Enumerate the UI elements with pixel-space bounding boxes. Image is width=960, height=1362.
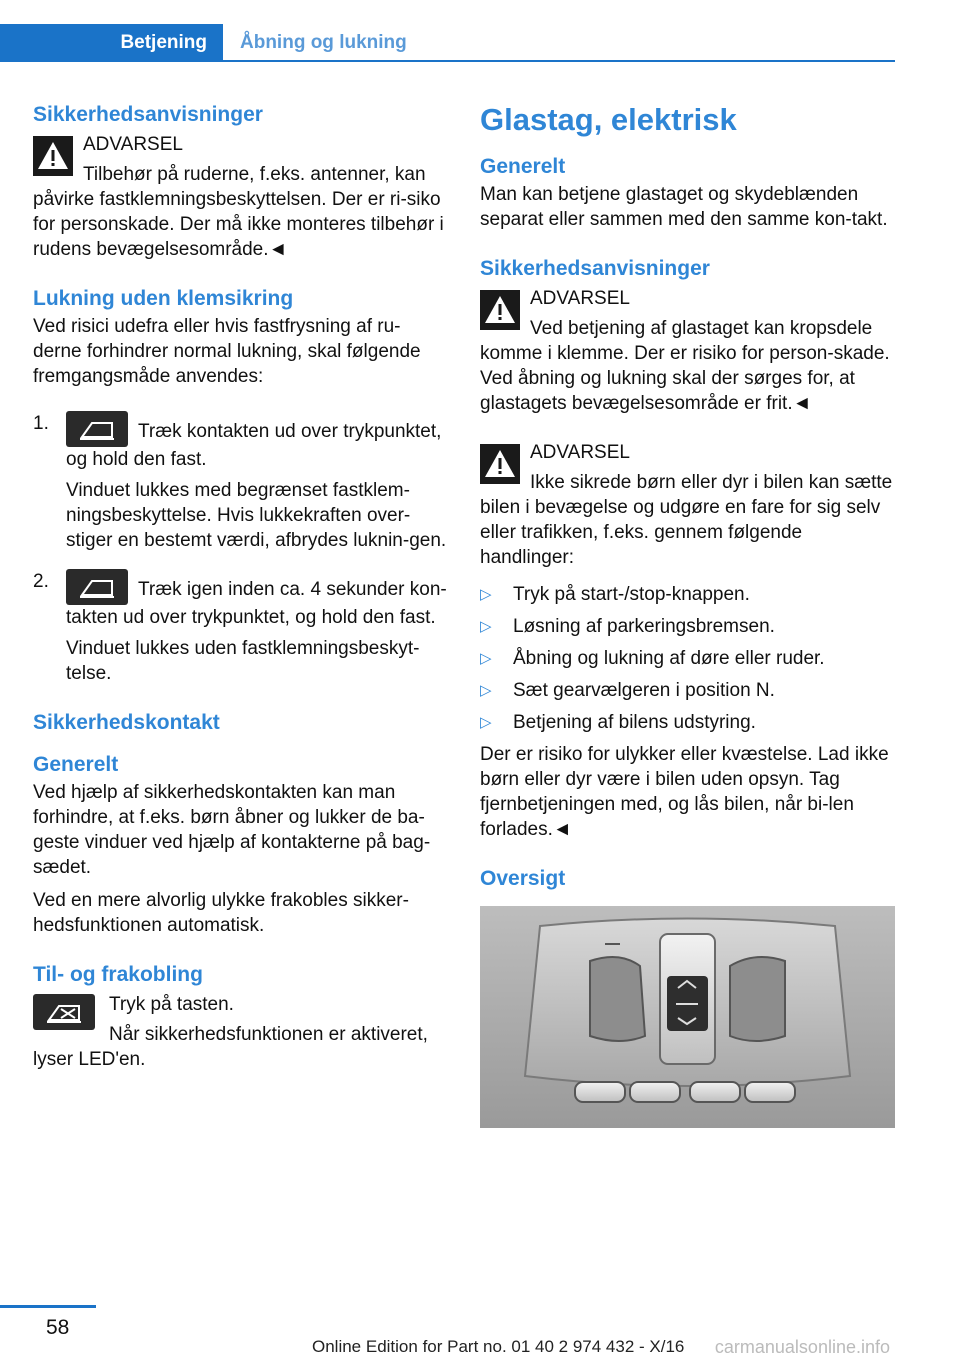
right-closing-text: Der er risiko for ulykker eller kvæstelse. Lad ikke børn eller dyr være i bilen uden opsyn. Tag fjernbetjeningen med, og lås bilen, når bi-len forlades.◄ [480, 744, 889, 840]
warning-block [480, 284, 894, 416]
bullet-triangle-icon: ▷ [480, 618, 492, 635]
child-lock-key-icon [33, 994, 95, 1030]
bullet-list [480, 582, 894, 735]
step-subtext: Vinduet lukkes med begrænset fastklem-ningsbeskyttelse. Hvis lukkekraften over-stiger en bestemt værdi, afbrydes luknin-gen. [66, 480, 447, 551]
warning-triangle-icon [480, 290, 520, 330]
footer-rule [0, 1305, 96, 1308]
list-item-text: Tryk på start-/stop-knappen. [513, 584, 750, 605]
warning-text: Ikke sikrede børn eller dyr i bilen kan sætte bilen i bevægelse og udgøre en fare for sig selv eller trafikken, f.eks. gennem følgende handlinger: [480, 472, 893, 568]
list-item-text: Betjening af bilens udstyring. [513, 712, 756, 733]
toggle-line-2: Når sikkerhedsfunktionen er aktiveret, lyser LED'en. [33, 1024, 428, 1070]
header-tab-label: Betjening [120, 32, 207, 53]
step-subtext: Vinduet lukkes uden fastklemningsbeskyt-telse. [66, 638, 420, 684]
left-general-heading: Generelt [33, 753, 119, 776]
right-column [480, 100, 894, 1133]
closing-heading: Lukning uden klemsikring [33, 287, 294, 310]
bullet-triangle-icon: ▷ [480, 714, 492, 731]
window-switch-icon [66, 569, 128, 605]
watermark: carmanualsonline.info [714, 1337, 890, 1357]
safety-switch-heading: Sikkerhedskontakt [33, 711, 220, 734]
edition-text: Online Edition for Part no. 01 40 2 974 432 - X/16 [312, 1337, 685, 1356]
main-heading: Glastag, elektrisk [480, 102, 737, 137]
list-item [480, 710, 894, 735]
warning-text: Tilbehør på ruderne, f.eks. antenner, kan påvirke fastklemningsbeskyttelsen. Der er ri-siko for personskade. Der må ikke monteres tilbehør i rudens bevægelsesområde.◄ [33, 164, 444, 260]
warning-text: Ved betjening af glastaget kan kropsdele komme i klemme. Der er risiko for person-skade. Ved åbning og lukning skal der sørges for, at glastagets bevægelsesområde er frit.◄ [480, 318, 890, 414]
step-number: 2. [33, 571, 49, 592]
right-safety-heading: Sikkerhedsanvisninger [480, 257, 710, 280]
header-tab-label: Åbning og lukning [240, 32, 407, 53]
bullet-triangle-icon: ▷ [480, 586, 492, 603]
steps-list [33, 411, 447, 686]
warning-triangle-icon [33, 136, 73, 176]
right-general-heading: Generelt [480, 155, 566, 178]
warning-triangle-icon [480, 444, 520, 484]
header-tab-abning[interactable] [240, 24, 407, 62]
overview-heading: Oversigt [480, 867, 566, 890]
list-item [480, 582, 894, 607]
step-number: 1. [33, 413, 49, 434]
header-rule [0, 60, 895, 62]
warning-title: ADVARSEL [83, 134, 183, 155]
step-item [33, 411, 447, 553]
list-item [480, 678, 894, 703]
general-text-1: Ved hjælp af sikkerhedskontakten kan man forhindre, at f.eks. børn åbner og lukker de ba-geste vinduer ved hjælp af kontakterne på bag-sædet. [33, 782, 431, 878]
warning-title: ADVARSEL [530, 288, 630, 309]
warning-title: ADVARSEL [530, 442, 630, 463]
bullet-triangle-icon: ▷ [480, 682, 492, 699]
list-item [480, 614, 894, 639]
list-item-text: Sæt gearvælgeren i position N. [513, 680, 775, 701]
closing-text: Ved risici udefra eller hvis fastfrysning af ru-derne forhindrer normal lukning, skal følgende fremgangsmåde anvendes: [33, 316, 421, 387]
warning-block [33, 130, 447, 262]
right-general-text: Man kan betjene glastaget og skydeblænden separat eller sammen med den samme kon-takt. [480, 184, 888, 230]
toggle-heading: Til- og frakobling [33, 963, 203, 986]
step-item [33, 569, 447, 686]
general-text-2: Ved en mere alvorlig ulykke frakobles sikker-hedsfunktionen automatisk. [33, 890, 409, 936]
list-item [480, 646, 894, 671]
step-text: Træk kontakten ud over trykpunktet, og hold den fast. [66, 421, 442, 470]
step-text: Træk igen inden ca. 4 sekunder kon-takten ud over trykpunktet, og hold den fast. [66, 579, 447, 628]
bullet-triangle-icon: ▷ [480, 650, 492, 667]
left-safety-heading: Sikkerhedsanvisninger [33, 103, 263, 126]
window-switch-icon [66, 411, 128, 447]
toggle-line-1: Tryk på tasten. [109, 994, 234, 1015]
header-tab-betjening[interactable] [0, 24, 223, 62]
warning-block [480, 438, 894, 570]
page-number: 58 [46, 1316, 70, 1339]
list-item-text: Åbning og lukning af døre eller ruder. [513, 648, 825, 669]
toggle-block [33, 990, 447, 1072]
overhead-console-photo [480, 906, 895, 1128]
left-column [33, 100, 447, 1072]
list-item-text: Løsning af parkeringsbremsen. [513, 616, 775, 637]
